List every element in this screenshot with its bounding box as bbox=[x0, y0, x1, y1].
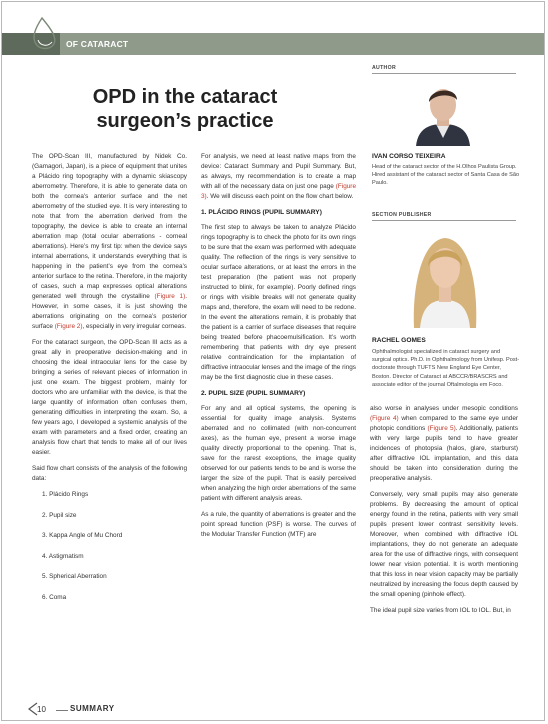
publisher-bio: Ophthalmologist specialized in cataract surgery and surgical optics. Ph.D. in Ophthalmology from Unifesp. Post-doctorate through TUFTS New England Eye Center, Boston. Director of Cataract at ABCCR/BRASCRS and associate editor of the journal Oftalmologia em Foco. bbox=[372, 349, 520, 388]
footer-summary-link[interactable]: SUMMARY bbox=[70, 704, 115, 713]
text: For analysis, we need at least native maps from the device: Cataract Summary and Pupil Summary. But, as always, my recommendation is to create a map with all of the necessary data on just one page bbox=[201, 153, 356, 190]
list-item: 2. Pupil size bbox=[42, 511, 77, 519]
list-item: 4. Astigmatism bbox=[42, 552, 84, 560]
figure-ref[interactable]: (Figure 5) bbox=[427, 425, 456, 432]
paragraph bbox=[32, 152, 187, 332]
paragraph: Conversely, very small pupils may also generate problems. By decreasing the amount of optical energy found in the retina, patients with very small pupils present lower contrast sensitivity levels. Moreover, when combined with diffractive IOL implantations, they do not generate an adequate area for the use of diffractive rings, with consequent lower near vision potential. It is worth mentioning that this loss in near vision capacity may be partially neutralized by increasing the focus depth caused by the small opening (pinhole effect). bbox=[370, 491, 518, 598]
author-name: IVAN CORSO TEIXEIRA bbox=[372, 153, 446, 160]
paragraph bbox=[201, 152, 356, 202]
drop-logo-icon bbox=[28, 16, 60, 52]
text: when compared to the same eye under photopic conditions bbox=[370, 415, 518, 432]
list-item: 6. Coma bbox=[42, 593, 67, 601]
column-3 bbox=[370, 404, 518, 622]
author-photo bbox=[408, 80, 478, 146]
figure-ref[interactable]: (Figure 1) bbox=[154, 293, 186, 300]
figure-ref[interactable]: (Figure 3) bbox=[201, 183, 356, 200]
list-item: 1. Plácido Rings bbox=[42, 491, 89, 498]
flowchart-list bbox=[32, 490, 187, 603]
text: , especially in very irregular corneas. bbox=[82, 323, 187, 330]
title-line-2: surgeon’s practice bbox=[96, 110, 274, 132]
text: The OPD-Scan III, manufactured by Nidek Co. (Gamagori, Japan), is a piece of equipment that unites a Plácido ring topography with a dynamic skiascopy aberrometry. Therefore, it is able to generate data on both the cornea’s anterior surface and the net aberrometry of the studied eye. It is very interesting to note that from the aberration derived from the topography, the device is able to create an internal aberration map (total ocular aberrations - corneal aberrations). Here’s my first tip: when the device says internal aberrations, it understands everything that is happening in the patient’s eye from the cornea’s anterior surface to the retina. Therefore, in the majority of cases, such a map expresses optical alterations generated well through the crystalline bbox=[32, 153, 187, 300]
title-line-1: OPD in the cataract bbox=[92, 86, 278, 108]
publisher-name: RACHEL GOMES bbox=[372, 337, 426, 344]
section-tag: OF CATARACT bbox=[66, 39, 129, 49]
text: . Additionally, patients with very large pupils tend to have greater incidences of photopsia (halos, glare, starburst) after diffractive IOL implantation, and this data should be taken into consideration during the preoperative analysis. bbox=[370, 425, 519, 482]
paragraph: As a rule, the quantity of aberrations is greater and the point spread function (PSF) is worse. The curves of the Modular Transfer Function (MTF) are bbox=[201, 511, 356, 538]
paragraph: For the cataract surgeon, the OPD-Scan III acts as a great ally in preoperative decision-making and in choosing the ideal intraocular lens for the case by bringing a series of relevant pieces of information in just one exam. The biggest problem, mainly for doctors who are unfamiliar with the device, is that the large quantity of information often confuses them, generating difficulties in interpreting the exam. So, a few years ago, I developed a systemic analysis of the exam with parameters and a fixed order, creating an analysis flow chart that tends to make all of our lives easier. bbox=[32, 339, 187, 456]
divider bbox=[372, 220, 516, 221]
footer-rule bbox=[56, 710, 68, 711]
paragraph: The first step to always be taken to analyze Plácido rings topography is to check the photo for its own rings to be sure that the exam was performed with adequate quality. The reflection of the rings is very sensitive to ocular surface alterations, or at least the errors in the test preparation (the patient was not properly instructed to blink, for example). Poorly defined rings or rings with visible breaks will not generate quality maps and, therefore, the exam will need to be redone. In the event the alterations remain, it is probably that the patient is a carrier of surface diseases that require being treated before phacoemulsification. It’s worth remembering that patients with dry eye present relative contraindication for the implantation of diffractive intraocular lenses and the image of the rings may be the first diagnostic clue in these cases. bbox=[201, 224, 356, 381]
text: also worse in analyses under mesopic conditions bbox=[370, 405, 518, 412]
publisher-label: SECTION PUBLISHER bbox=[372, 212, 432, 218]
text: . We will discuss each point on the flow chart below. bbox=[206, 193, 354, 200]
text: . However, in some cases, it is just showing the aberrations originating on the cornea’s posterior surface bbox=[32, 293, 188, 330]
paragraph: For any and all optical systems, the opening is essential for quality image analysis. Systems aberrated and no collimated (with non-concurrent axes), as the human eye, present a worse image quality directly proportional to the opening. That is, save for the rarest exceptions, the image quality observed for our patients tends to be and is worse the larger the size of the pupil. That is easily perceived when analyzing the high order aberrations of the same patient with different analysis areas. bbox=[201, 405, 356, 502]
paragraph: The ideal pupil size varies from IOL to IOL. But, in bbox=[370, 607, 511, 614]
publisher-photo bbox=[408, 226, 482, 328]
section-heading: 2. PUPIL SIZE (PUPIL SUMMARY) bbox=[201, 390, 306, 397]
author-bio: Head of the cataract sector of the H.Olhos Paulista Group. Hired assistant of the cataract sector of Santa Casa de São Paulo. bbox=[372, 164, 520, 187]
list-item: 3. Kappa Angle of Mu Chord bbox=[42, 532, 123, 539]
page-number: 10 bbox=[37, 705, 46, 714]
list-item: 5. Spherical Aberration bbox=[42, 573, 107, 580]
figure-ref[interactable]: (Figure 4) bbox=[370, 415, 399, 422]
article-title bbox=[40, 85, 330, 133]
divider bbox=[372, 73, 516, 74]
figure-ref[interactable]: (Figure 2) bbox=[54, 323, 83, 330]
author-label: AUTHOR bbox=[372, 65, 396, 71]
column-2 bbox=[201, 152, 356, 546]
column-1 bbox=[32, 152, 187, 613]
paragraph bbox=[370, 404, 518, 484]
paragraph: Said flow chart consists of the analysis of the following data: bbox=[32, 465, 187, 482]
section-heading: 1. PLÁCIDO RINGS (PUPIL SUMMARY) bbox=[201, 209, 322, 216]
